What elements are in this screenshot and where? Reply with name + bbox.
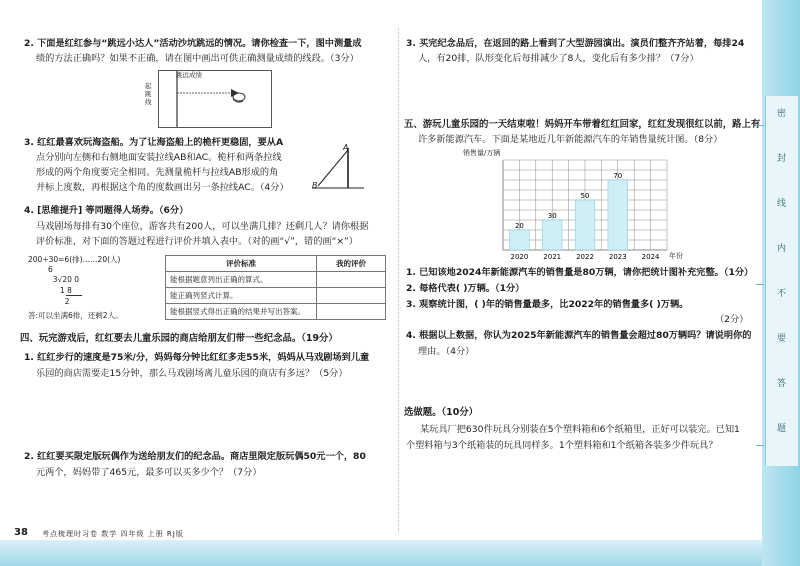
table-header-evaluation: 我的评价: [317, 256, 386, 272]
q3-text-line-1: 3. 红红最喜欢玩海盗船。为了让海盗船上的桅杆更稳固，要从A: [24, 137, 284, 148]
s4-q1-line-2: 乐园的商店需要走15分钟，那么马戏剧场离儿童乐园的商店有多远？（5分）: [36, 368, 348, 379]
s6-line-1: 某玩具厂把630件玩具分别装在5个塑料箱和6个纸箱里，正好可以装完。已知1: [420, 424, 740, 435]
fig-label-jump-result: 跳远成绩: [176, 71, 202, 79]
q2-text-line-2: 绩的方法正确吗？如果不正确，请在图中画出可供正确测量成绩的线段。（3分）: [36, 53, 359, 64]
bar-2020: [510, 230, 530, 250]
binding-strip: [765, 96, 798, 466]
table-row: [166, 288, 386, 304]
q2-text-line-1: 2. 下面是红红参与“跳远小达人”活动沙坑跳远的情况。请你检查一下，图中测量成: [24, 38, 362, 49]
q3-text-line-4: 并标上度数，再根据这个角的度数画出另一条拉线AC。（4分）: [36, 182, 289, 193]
section-5-line-2: 许多新能源汽车。下面是某地近几年新能源汽车的年销售量统计图。（8分）: [418, 134, 723, 145]
q3-text-line-2: 点分别向左侧和右侧地面安装拉线AB和AC。桅杆和两条拉线: [36, 152, 282, 163]
x-tick-label: 2020: [510, 253, 529, 261]
binding-mark: [756, 284, 764, 285]
x-tick-label: 2021: [543, 253, 562, 261]
table-row: [166, 304, 386, 320]
band-char: 线: [777, 199, 787, 209]
criteria-cell: 能根据题意列出正确的算式。: [166, 272, 317, 288]
evaluation-cell[interactable]: [317, 304, 386, 320]
bar-2022: [575, 200, 595, 250]
binding-band: [762, 0, 800, 566]
bar-data-label: 70: [613, 172, 623, 180]
band-char: 封: [777, 154, 787, 164]
page-number: 38: [14, 527, 28, 538]
footer-band: [0, 540, 762, 566]
r-b1: 1. 已知该地2024年新能源汽车的销售量是80万辆，请你把统计图补充完整。（1分）: [406, 267, 754, 278]
work-line-6: 答:可以坐满6排，还剩2人。: [28, 311, 123, 320]
band-char: 要: [777, 334, 787, 344]
chart-xlabel: 年份: [669, 252, 683, 260]
x-tick-label: 2023: [608, 253, 627, 261]
work-line-1: 200÷30=6(排)……20(人): [28, 255, 121, 264]
sales-bar-chart: [455, 146, 705, 264]
bar-data-label: 50: [580, 192, 590, 200]
r-b4-line-1: 4. 根据以上数据，你认为2025年新能源汽车的销售量会超过80万辆吗？请说明你的: [406, 330, 752, 341]
evaluation-cell[interactable]: [317, 288, 386, 304]
band-char: 密: [777, 109, 787, 119]
section-4-heading: 四、玩完游戏后，红红要去儿童乐园的商店给朋友们带一些纪念品。（19分）: [20, 333, 338, 344]
q4-text-line-3: 评价标准，对下面的答题过程进行评价并填入表中。（对的画“√”，错的画“×”）: [36, 236, 358, 247]
x-tick-label: 2022: [576, 253, 594, 261]
bar-data-label: 30: [547, 212, 557, 220]
r-q3-line-1: 3. 买完纪念品后，在返回的路上看到了大型游园演出。演员们整齐齐站着，每排24: [406, 38, 745, 49]
criteria-cell: 能正确列竖式计算。: [166, 288, 317, 304]
band-char: 内: [777, 244, 787, 254]
footer-book-title: 考点梳理时习卷 数学 四年级 上册 RJ版: [42, 530, 184, 538]
band-char: 题: [777, 424, 787, 434]
work-line-3: 3√20 0: [48, 275, 80, 284]
s4-q2-line-1: 2. 红红要买限定版玩偶作为送给朋友们的纪念品。商店里限定版玩偶50元一个，80: [24, 451, 366, 462]
r-b3-line-2: （2分）: [715, 314, 749, 325]
student-work: [28, 254, 160, 324]
work-line-2: 6: [48, 265, 53, 274]
binding-mark: [756, 125, 764, 126]
x-tick-label: 2024: [641, 253, 660, 261]
s6-line-2: 个塑料箱与3个纸箱装的玩具同样多。1个塑料箱和1个纸箱各装多少件玩具？: [406, 440, 718, 451]
band-char: 答: [777, 379, 787, 389]
chart-ylabel: 销售量/万辆: [463, 149, 501, 157]
table-row: [166, 272, 386, 288]
q3-text-line-3: 形成的两个角度要完全相同。先测量桅杆与拉线AB形成的角: [36, 167, 279, 178]
band-char: 不: [777, 289, 787, 299]
r-b4-line-2: 理由。（4分）: [418, 346, 475, 357]
bar-2023: [608, 180, 628, 250]
section-6-heading: 选做题。（10分）: [404, 407, 478, 418]
r-b2: 2. 每格代表( )万辆。（1分）: [406, 283, 525, 294]
q4-text-line-2: 马戏剧场每排有30个座位，游客共有200人，可以坐满几排？还剩几人？请你根据: [36, 221, 369, 232]
fig-label-takeoff-line: 起跳线: [145, 82, 152, 106]
q4-text-line-1: 4. [思维提升] 等同题得人场券。（6分）: [24, 205, 189, 216]
bar-2021: [542, 220, 562, 250]
bar-data-label: 20: [514, 222, 524, 230]
evaluation-cell[interactable]: [317, 272, 386, 288]
column-divider: [398, 28, 399, 533]
point-b-label: B: [312, 181, 318, 190]
r-b3-line-1: 3. 观察统计图，( )年的销售量最多，比2022年的销售量多( )万辆。: [406, 299, 689, 310]
work-line-5: 2: [48, 297, 70, 306]
binding-mark: [756, 445, 764, 446]
s4-q1-line-1: 1. 红红步行的速度是75米/分，妈妈每分钟比红红多走55米，妈妈从马戏剧场到儿童: [24, 352, 370, 363]
criteria-cell: 能根据竖式得出正确的结果并写出答案。: [166, 304, 317, 320]
s4-q2-line-2: 元两个，妈妈带了465元，最多可以买多少个？（7分）: [36, 467, 262, 478]
evaluation-table: [165, 255, 386, 320]
section-5-heading: 五、游玩儿童乐园的一天结束啦！妈妈开车带着红红回家，红红发现很红以前，路上有: [404, 119, 761, 130]
table-header-criteria: 评价标准: [166, 256, 317, 272]
r-q3-line-2: 人，有20排，队形变化后每排减少了8人，变化后有多少排？（7分）: [418, 53, 699, 64]
mast-diagram: [312, 140, 364, 192]
point-a-label: A: [343, 143, 349, 152]
work-line-4: 1 8: [48, 286, 72, 295]
